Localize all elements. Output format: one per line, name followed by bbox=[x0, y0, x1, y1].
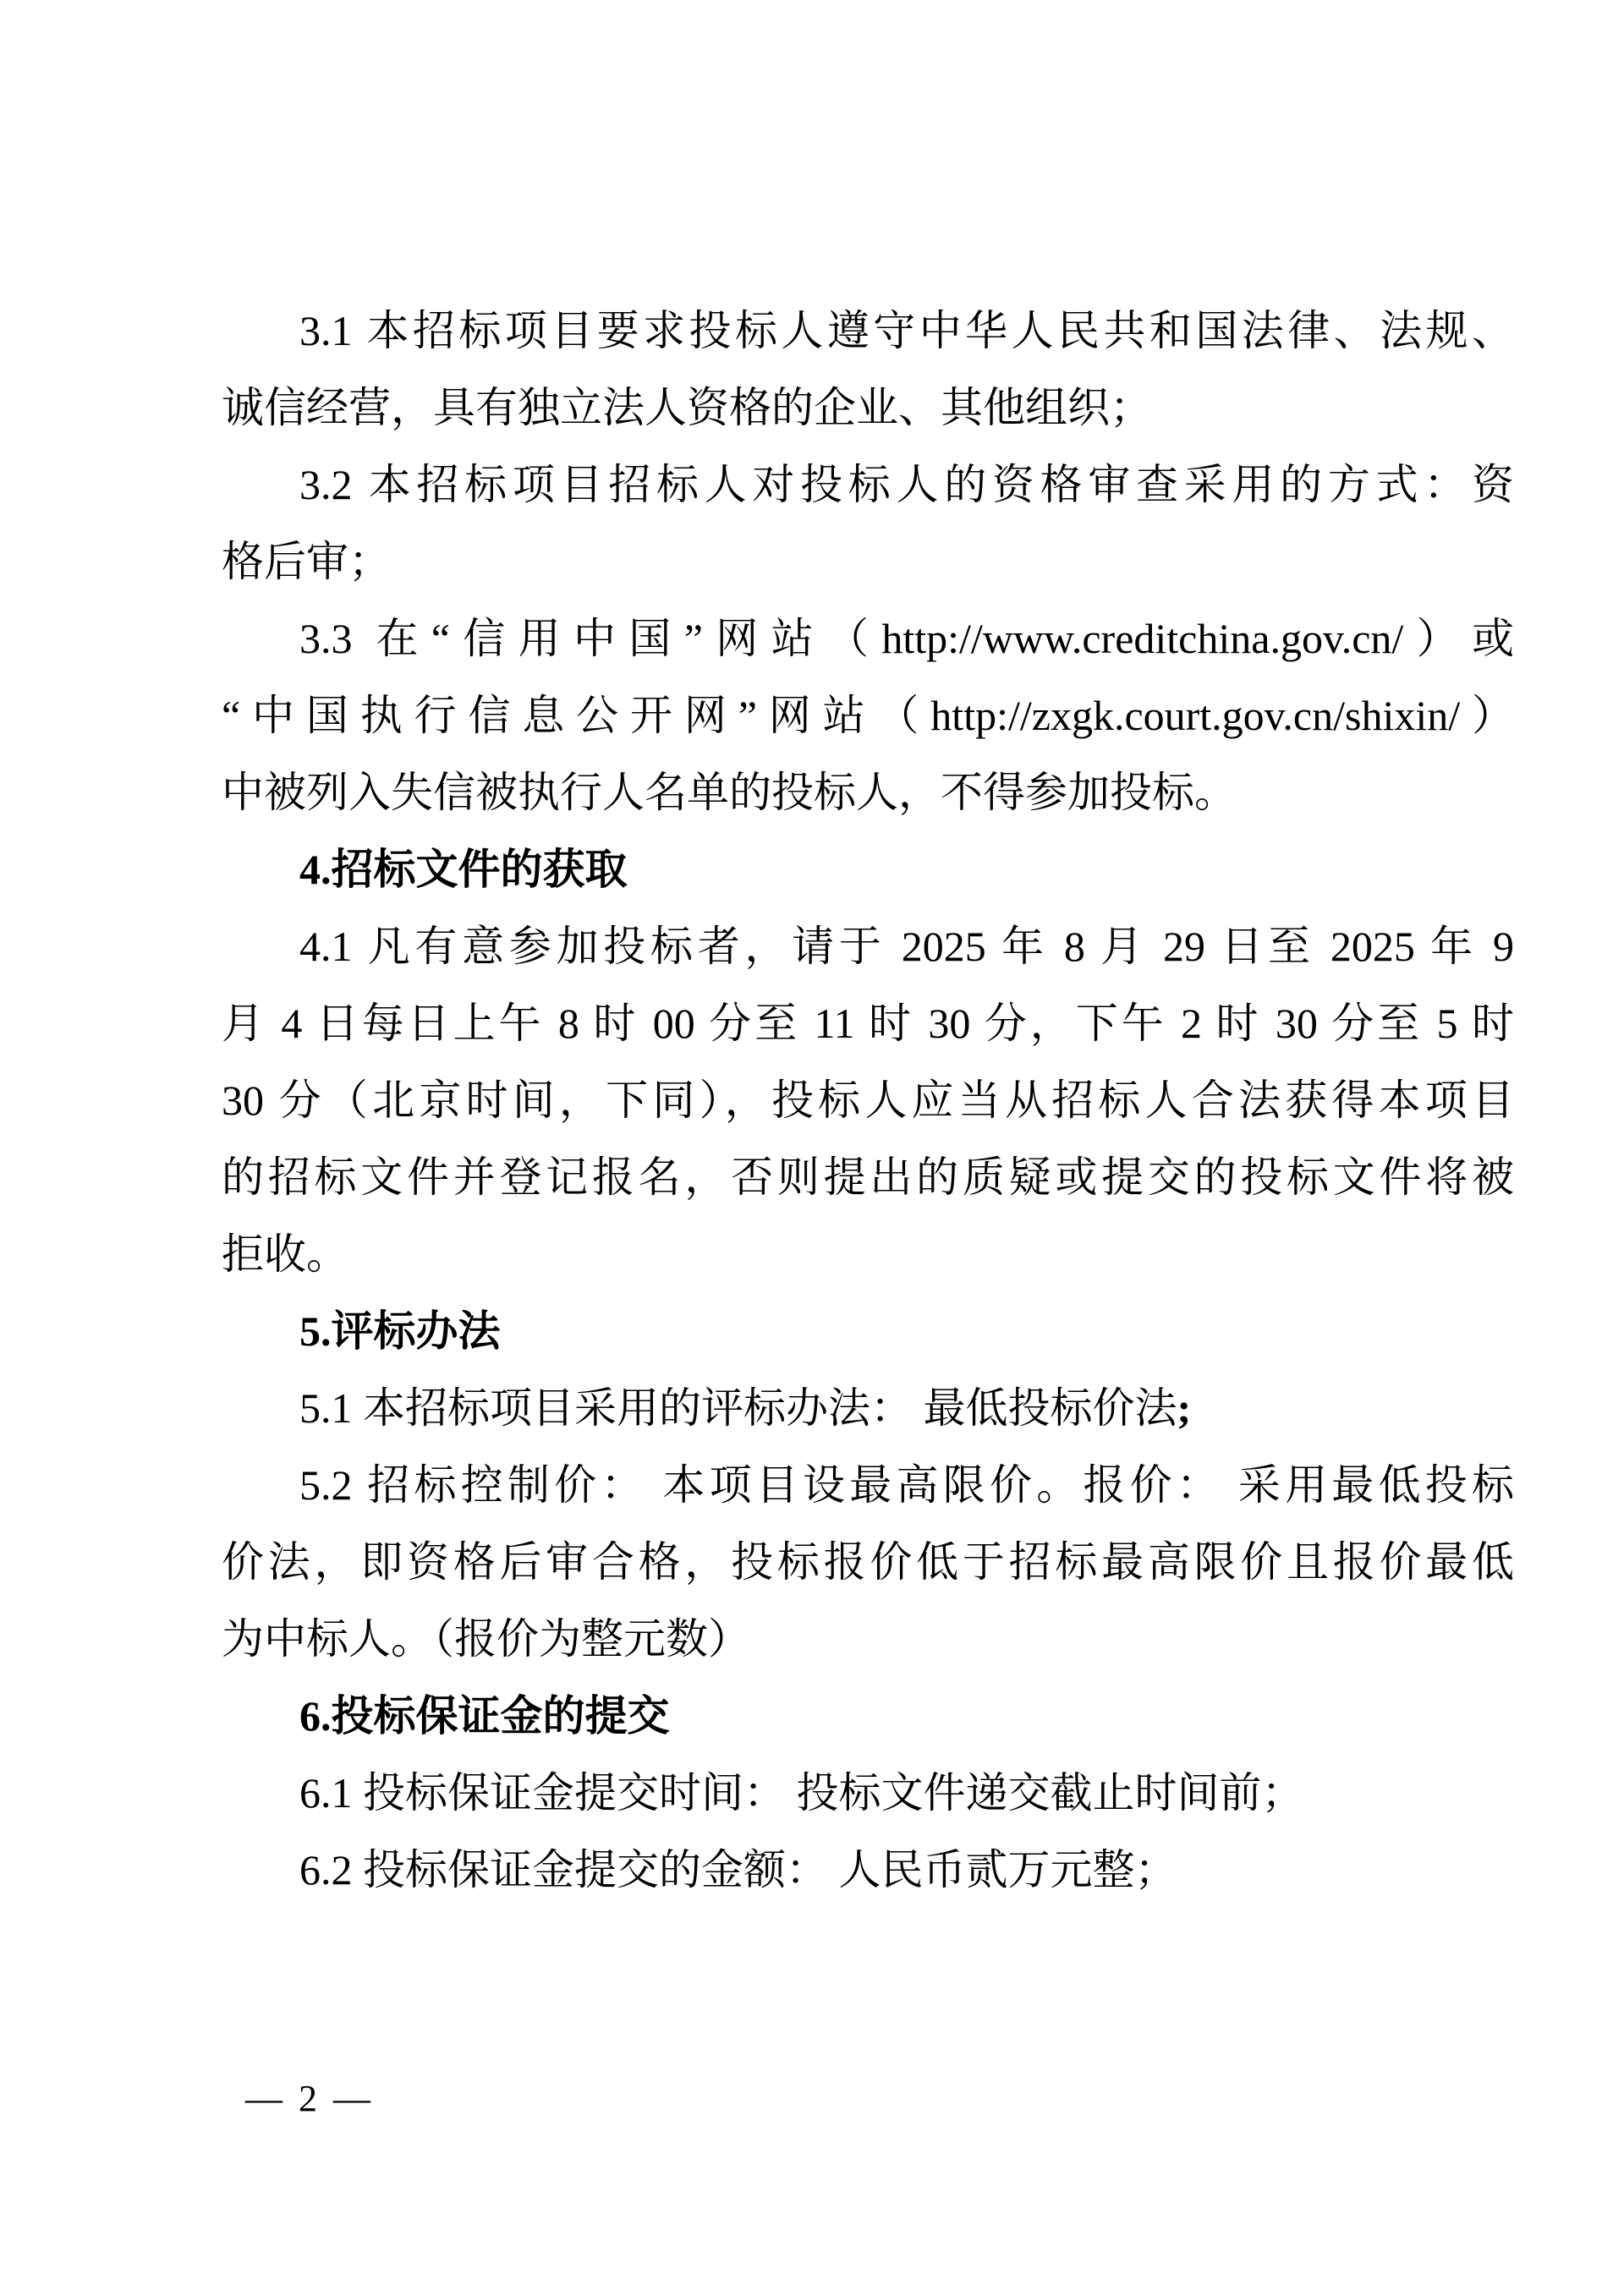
text-segment: 诚信经营，具有独立法人资格的企业、其他组织； bbox=[222, 384, 1152, 431]
text-segment: 3.1 本招标项目要求投标人遵守中华人民共和国法律、法规、 bbox=[299, 307, 1514, 354]
clause-3-1-line1 bbox=[222, 293, 1514, 370]
text-segment: ）或 bbox=[1403, 615, 1514, 662]
clause-3-2-line2 bbox=[222, 523, 1514, 600]
clause-5-2-line3 bbox=[222, 1601, 1514, 1678]
clause-4-1-line1 bbox=[222, 908, 1514, 985]
text-segment: 为中标人。（报价为整元数） bbox=[222, 1615, 750, 1663]
text-segment: 6.1 投标保证金提交时间： 投标文件递交截止时间前； bbox=[299, 1769, 1304, 1817]
text-segment: 4.1 凡有意参加投标者，请于 2025 年 8 月 29 日至 2025 年 9 bbox=[299, 923, 1514, 970]
text-segment: “中国执行信息公开网”网站（ bbox=[222, 692, 931, 739]
clause-3-3-line1 bbox=[222, 600, 1514, 677]
text-segment: 的招标文件并登记报名，否则提出的质疑或提交的投标文件将被 bbox=[222, 1153, 1514, 1201]
heading-6 bbox=[222, 1678, 1514, 1755]
heading-5 bbox=[222, 1293, 1514, 1370]
text-segment: 6.2 投标保证金提交的金额： 人民币贰万元整； bbox=[299, 1846, 1177, 1893]
clause-3-1-line2 bbox=[222, 370, 1514, 447]
clause-3-2-line1 bbox=[222, 447, 1514, 523]
text-segment: 拒收。 bbox=[222, 1230, 348, 1278]
text-segment: 月 4 日每日上午 8 时 00 分至 11 时 30 分，下午 2 时 30 分至 5 时 bbox=[222, 1000, 1514, 1047]
clause-5-2-line2 bbox=[222, 1524, 1514, 1601]
text-segment: 6.投标保证金的提交 bbox=[299, 1692, 670, 1740]
text-segment: 中被列入失信被执行人名单的投标人，不得参加投标。 bbox=[222, 769, 1237, 816]
clause-6-2 bbox=[222, 1832, 1514, 1909]
text-segment: 5.1 本招标项目采用的评标办法： 最低投标价法 bbox=[299, 1384, 1177, 1432]
url-text[interactable]: http://www.creditchina.gov.cn/ bbox=[881, 615, 1404, 662]
url-text[interactable]: http://zxgk.court.gov.cn/shixin/ bbox=[930, 692, 1461, 739]
text-segment: ; bbox=[1177, 1384, 1192, 1432]
text-segment: 30 分（北京时间，下同），投标人应当从招标人合法获得本项目 bbox=[222, 1077, 1514, 1124]
clause-5-2-line1 bbox=[222, 1447, 1514, 1524]
text-segment: 格后审； bbox=[222, 538, 391, 585]
text-segment: 3.2 本招标项目招标人对投标人的资格审查采用的方式：资 bbox=[299, 461, 1514, 508]
text-segment: 4.招标文件的获取 bbox=[299, 846, 628, 893]
text-block bbox=[222, 293, 1514, 1909]
text-segment: 5.2 招标控制价： 本项目设最高限价。报价： 采用最低投标 bbox=[299, 1461, 1514, 1509]
text-segment: ） bbox=[1460, 692, 1515, 739]
clause-4-1-line2 bbox=[222, 985, 1514, 1062]
clause-3-3-line2 bbox=[222, 677, 1514, 754]
text-segment: 5.评标办法 bbox=[299, 1307, 501, 1355]
clause-3-3-line3 bbox=[222, 754, 1514, 831]
clause-5-1 bbox=[222, 1370, 1514, 1447]
clause-4-1-line3 bbox=[222, 1062, 1514, 1139]
page-number: — 2 — bbox=[245, 2078, 374, 2119]
clause-6-1 bbox=[222, 1755, 1514, 1832]
clause-4-1-line5 bbox=[222, 1216, 1514, 1293]
text-segment: 价法，即资格后审合格，投标报价低于招标最高限价且报价最低 bbox=[222, 1538, 1514, 1586]
clause-4-1-line4 bbox=[222, 1139, 1514, 1216]
heading-4 bbox=[222, 831, 1514, 908]
text-segment: 3.3 在“信用中国”网站（ bbox=[299, 615, 882, 662]
